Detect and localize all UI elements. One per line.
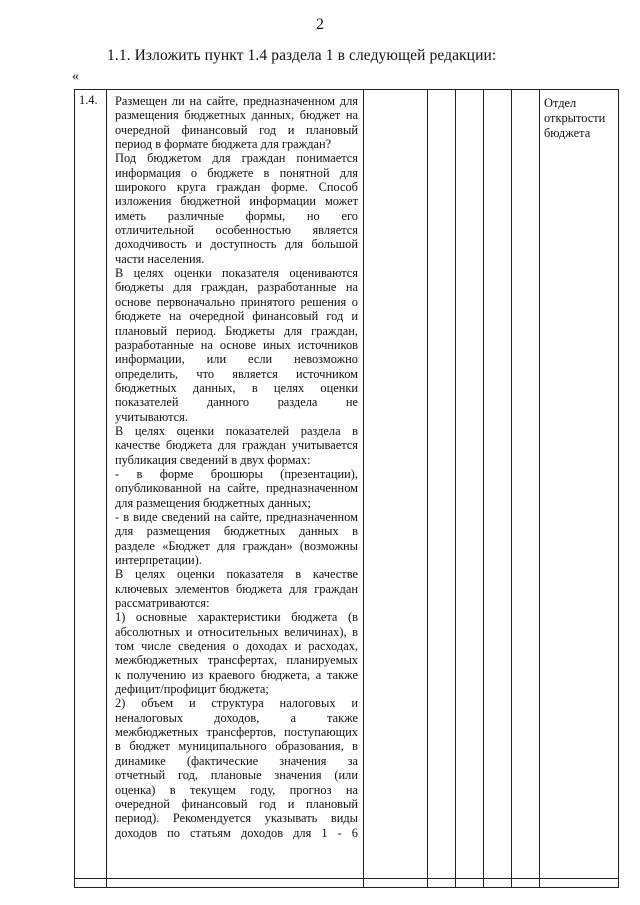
empty-cell	[428, 879, 456, 888]
text-line: разделе «Бюджет для граждан» (возможны	[115, 538, 358, 553]
text-line: межбюджетных трансфертов, поступающих	[115, 725, 358, 740]
text-line: качестве бюджета для граждан учитывается	[115, 438, 358, 453]
text-line: учитываются.	[115, 409, 188, 424]
text-line: В целях оценки показателя оцениваются	[115, 266, 358, 281]
criterion-text	[107, 90, 363, 840]
item-number-cell	[75, 90, 107, 879]
text-line: отчетный год, плановые значения (или	[115, 768, 358, 783]
text-line: 2) объем и структура налоговых и	[115, 696, 358, 711]
amendment-intro: 1.1. Изложить пункт 1.4 раздела 1 в следующей редакции:	[107, 47, 497, 64]
text-line: основе первоначально принятого решения о	[115, 294, 358, 309]
text-line: очередной финансовый год и плановый	[115, 796, 358, 811]
empty-cell	[540, 879, 619, 888]
text-line: очередной финансовый год и плановый	[115, 122, 358, 137]
text-line: для размещения бюджетных данных;	[115, 495, 311, 510]
text-line: ключевых элементов бюджета для граждан	[115, 581, 358, 596]
text-line: 1) основные характеристики бюджета (в	[115, 610, 358, 625]
text-line: изложения бюджетной информации может	[115, 194, 358, 209]
text-line: отличительной особенностью является	[115, 223, 358, 238]
empty-cell	[512, 879, 540, 888]
text-line: бюджетных данных, в целях оценки	[115, 380, 358, 395]
text-line: для размещения бюджетных данных в	[115, 524, 358, 539]
text-line: опубликованной на сайте, предназначенном	[115, 481, 358, 496]
empty-cell	[364, 90, 428, 879]
text-line: - в форме брошюры (презентации),	[115, 466, 358, 481]
text-line: Размещен ли на сайте, предназначенном для	[115, 94, 358, 108]
text-line: - в виде сведений на сайте, предназначенном	[115, 509, 358, 524]
text-line: разработанные на основе иных источников	[115, 337, 358, 352]
empty-cell	[456, 879, 484, 888]
text-line: период в формате бюджета для граждан?	[115, 137, 332, 152]
criterion-text-cell	[107, 90, 364, 879]
text-line: в бюджет муниципального образования, в	[115, 739, 358, 754]
text-line: информация о бюджете в понятной для	[115, 165, 358, 180]
text-line: динамике (фактические значения за	[115, 753, 358, 768]
text-line: рассматриваются:	[115, 596, 210, 611]
empty-cell	[456, 90, 484, 879]
responsible-line: открытости	[544, 111, 606, 125]
text-line: плановый период. Бюджеты для граждан,	[115, 323, 358, 338]
text-line: показателей данного раздела не	[115, 395, 358, 410]
text-line: интерпретации).	[115, 553, 202, 567]
text-line: абсолютных и относительных величинах), в	[115, 624, 358, 639]
text-line: В целях оценки показателя в качестве	[115, 567, 358, 582]
text-line: широкого круга граждан форме. Способ	[115, 180, 358, 195]
text-line: В целях оценки показателей раздела в	[115, 423, 358, 438]
criteria-table	[74, 89, 619, 888]
text-line: размещения бюджетных данных, бюджет на	[115, 108, 358, 123]
text-line: бюджеты для граждан, разработанные на	[115, 280, 358, 295]
empty-cell	[484, 90, 512, 879]
text-line: Под бюджетом для граждан понимается	[115, 151, 358, 166]
responsible-line: Отдел	[544, 96, 577, 110]
text-line: доходчивость и доступность для большой	[115, 237, 358, 252]
item-number: 1.4.	[79, 93, 98, 107]
empty-cell	[364, 879, 428, 888]
text-line: публикация сведений в двух формах:	[115, 452, 311, 467]
page-number: 2	[316, 16, 324, 33]
text-line: период). Рекомендуется указывать виды	[115, 811, 358, 826]
opening-quote: «	[72, 69, 79, 84]
table-row-continued	[75, 879, 619, 888]
text-line: к получению из краевого бюджета, а также	[115, 667, 358, 682]
responsible-cell	[540, 90, 619, 879]
responsible-department	[540, 90, 618, 141]
text-line: определить, что является источником	[115, 366, 358, 381]
text-line: том числе сведения о доходах и расходах,	[115, 639, 358, 654]
empty-cell	[484, 879, 512, 888]
text-line: информации, или если невозможно	[115, 352, 358, 367]
empty-cell	[512, 90, 540, 879]
empty-cell	[428, 90, 456, 879]
responsible-line: бюджета	[544, 126, 591, 140]
text-line: межбюджетных трансфертах, планируемых	[115, 653, 358, 668]
empty-cell	[107, 879, 364, 888]
text-line: доходов по статьям доходов для 1 - 6	[115, 825, 358, 840]
text-line: неналоговых доходов, а также	[115, 710, 358, 725]
text-line: дефицит/профицит бюджета;	[115, 682, 269, 697]
text-line: иметь различные формы, но его	[115, 208, 358, 223]
text-line: части населения.	[115, 251, 205, 266]
text-line: бюджете на очередной финансовый год и	[115, 309, 358, 324]
empty-cell	[75, 879, 107, 888]
table-row	[75, 90, 619, 879]
text-line: оценка) в текущем году, прогноз на	[115, 782, 358, 797]
